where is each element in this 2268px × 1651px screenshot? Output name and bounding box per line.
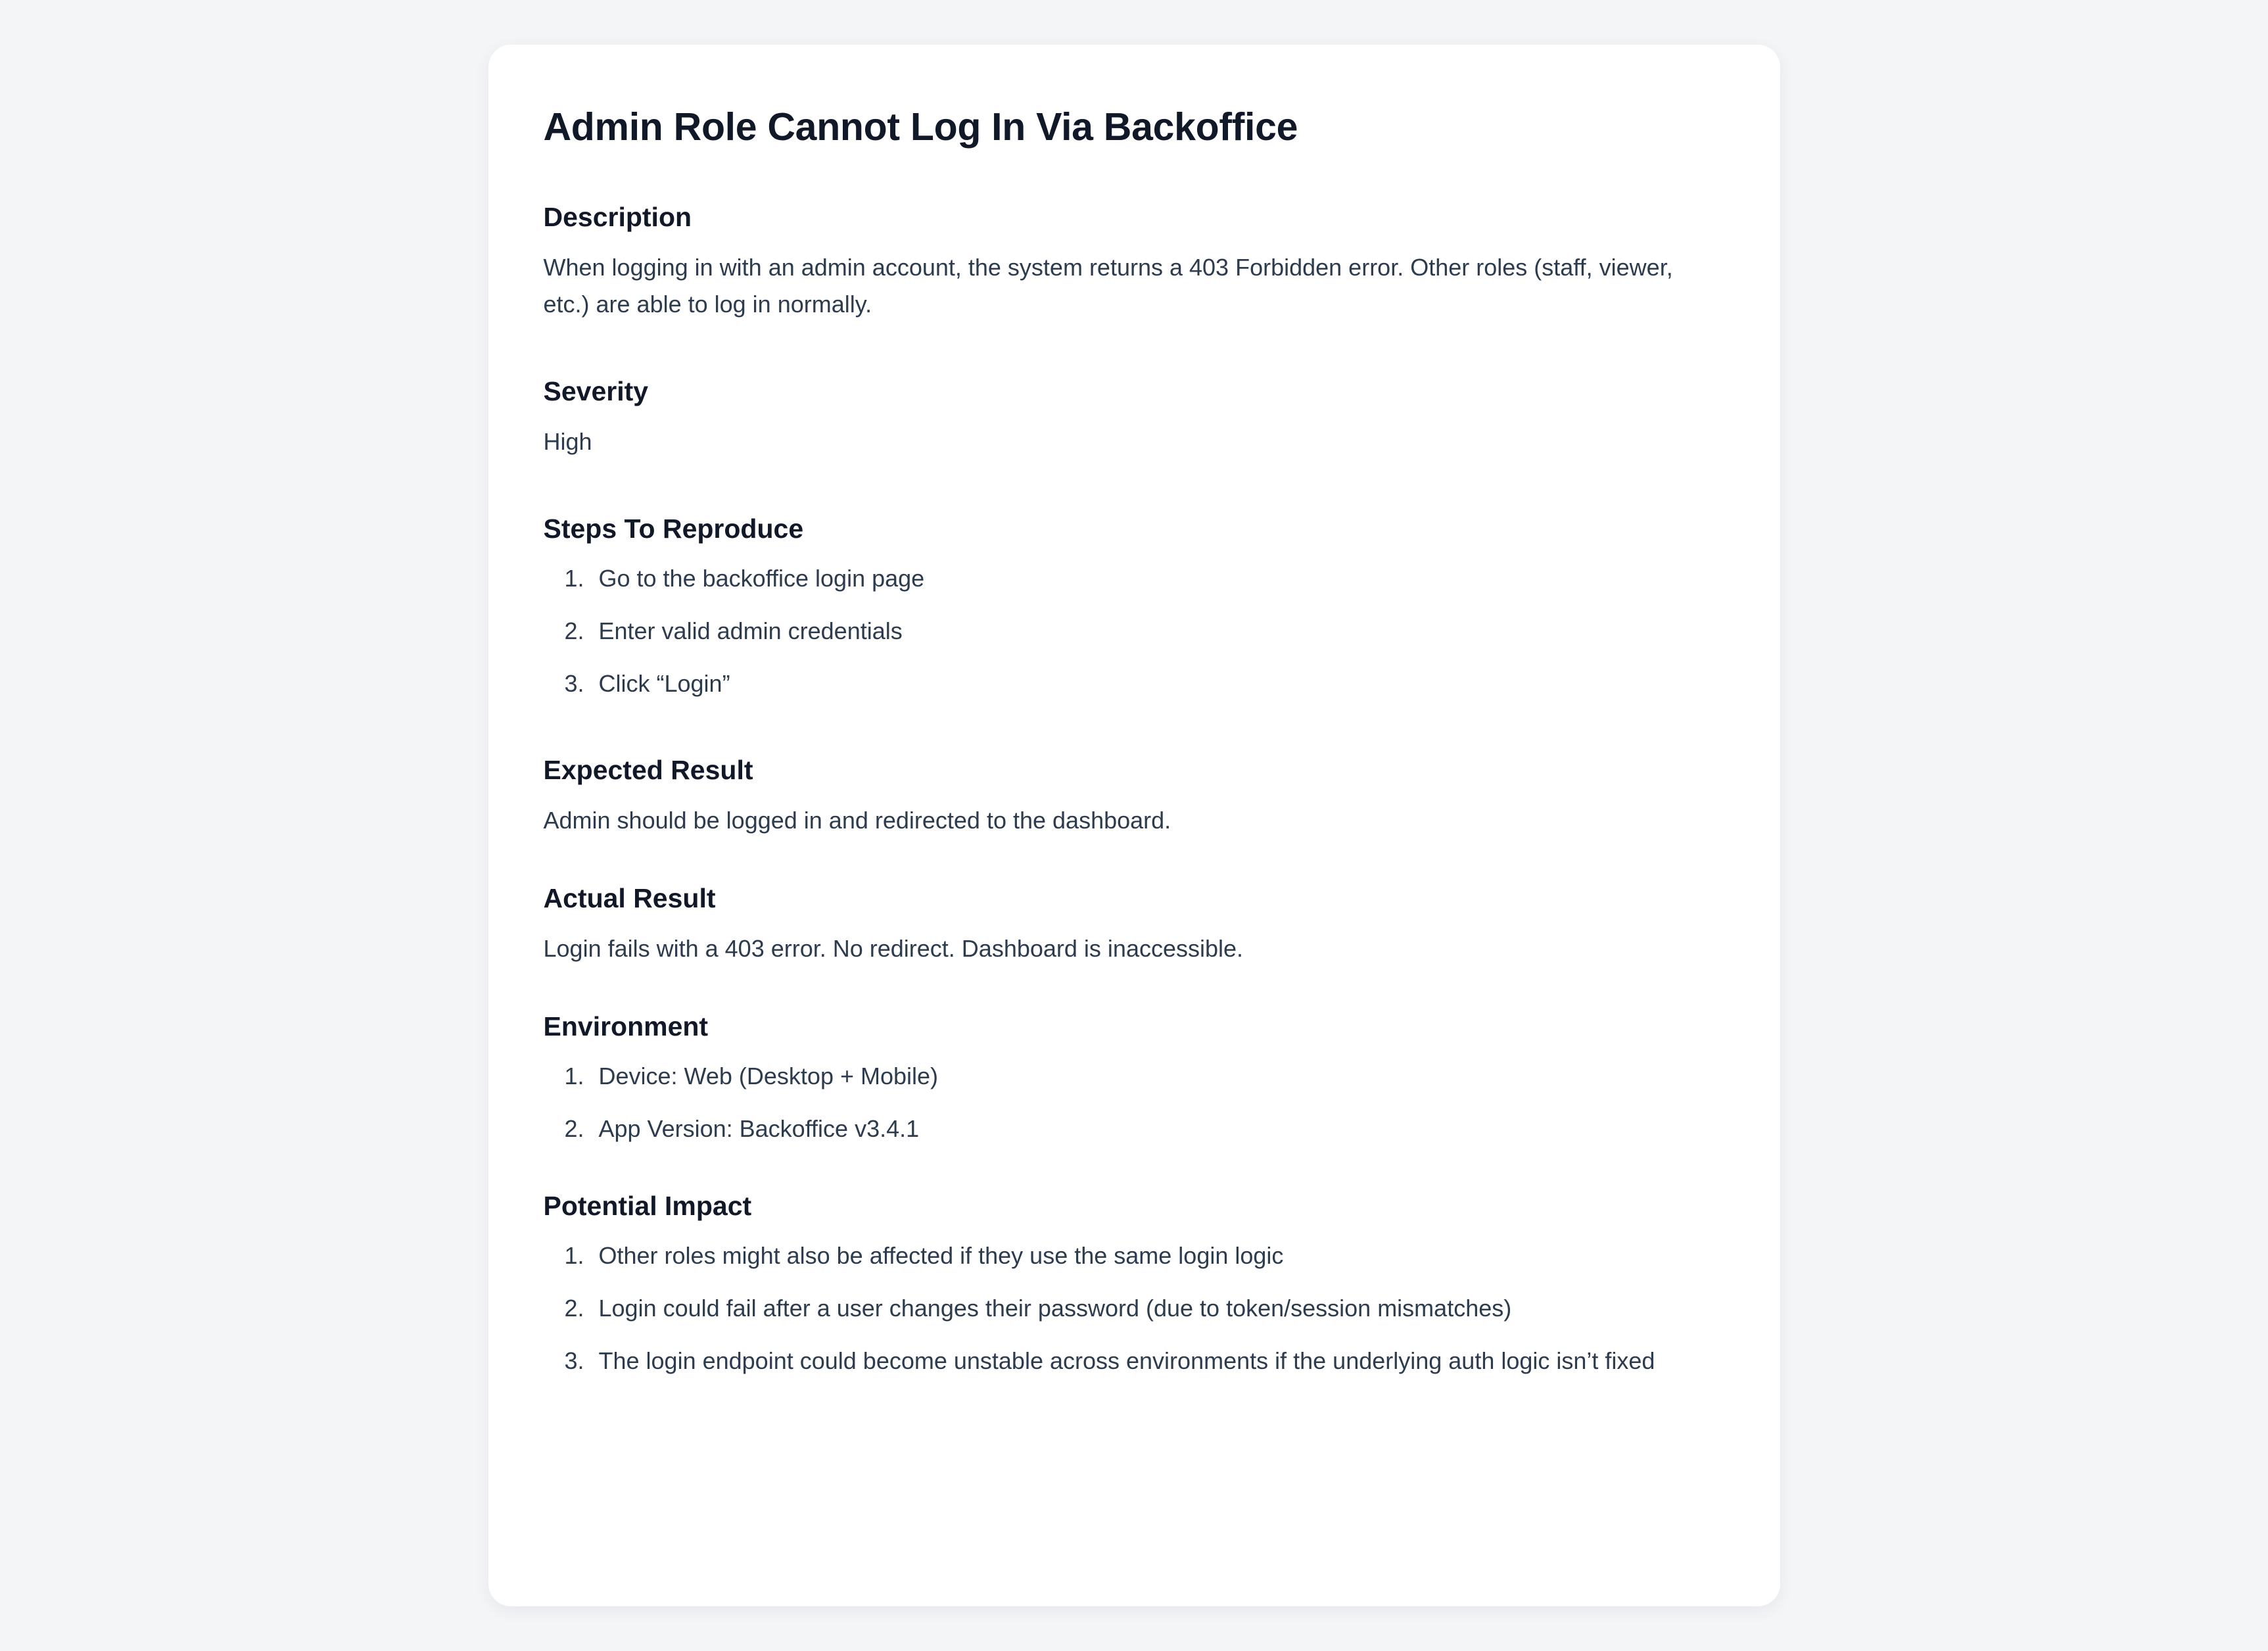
section-heading-steps-to-reproduce: Steps To Reproduce [543, 513, 804, 544]
page-title: Admin Role Cannot Log In Via Backoffice [543, 105, 1298, 149]
list-item: 1. Other roles might also be affected if they use the same login logic [591, 1238, 1716, 1274]
section-environment [544, 1011, 1725, 1147]
bug-report-card [488, 45, 1780, 1606]
section-text-actual-result: Login fails with a 403 error. No redirect. Dashboard is inaccessible. [543, 934, 1244, 962]
section-heading-potential-impact: Potential Impact [543, 1190, 752, 1221]
steps-to-reproduce-list [544, 561, 1725, 702]
section-steps-to-reproduce [544, 513, 1725, 702]
potential-impact-list [544, 1238, 1725, 1379]
section-heading-description: Description [543, 201, 692, 232]
section-heading-expected-result: Expected Result [543, 754, 753, 785]
section-expected-result [544, 754, 1725, 839]
section-description [544, 201, 1725, 323]
section-heading-actual-result: Actual Result [543, 882, 716, 913]
section-potential-impact [544, 1190, 1725, 1379]
list-item: 1. Go to the backoffice login page [591, 561, 1716, 596]
list-item: 2. Login could fail after a user changes their password (due to token/session mismatches) [591, 1291, 1716, 1326]
list-item: 2. App Version: Backoffice v3.4.1 [591, 1111, 1716, 1147]
section-heading-severity: Severity [543, 375, 649, 406]
environment-list [544, 1059, 1725, 1147]
section-severity [544, 375, 1725, 460]
section-heading-environment: Environment [543, 1011, 709, 1041]
section-text-expected-result: Admin should be logged in and redirected to the dashboard. [543, 806, 1171, 834]
list-item: 3. Click “Login” [591, 666, 1716, 702]
severity-value: High [543, 427, 592, 455]
list-item: 1. Device: Web (Desktop + Mobile) [591, 1059, 1716, 1094]
list-item: 2. Enter valid admin credentials [591, 613, 1716, 649]
list-item: 3. The login endpoint could become unstable across environments if the underlying auth logic isn’t fixed [591, 1343, 1716, 1379]
section-actual-result [544, 882, 1725, 967]
section-text-description: When logging in with an admin account, the system returns a 403 Forbidden error. Other roles (staff, viewer, etc.) are able to log in normally. [543, 254, 1673, 318]
